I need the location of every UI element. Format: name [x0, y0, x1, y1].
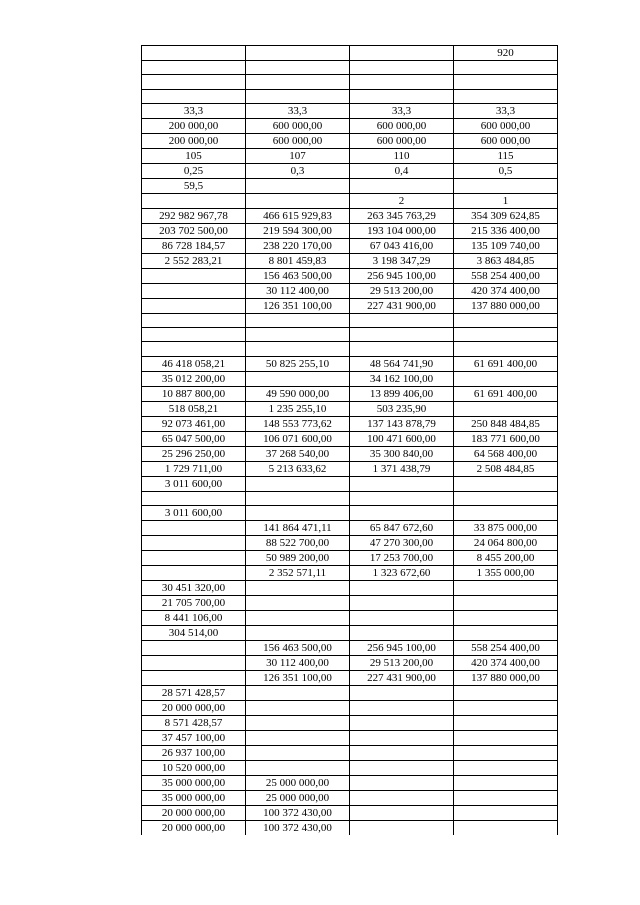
table-row: [142, 431, 558, 446]
table-row: [142, 446, 558, 461]
table-cell: [142, 89, 246, 103]
table-cell: 24 064 800,00: [454, 536, 558, 551]
table-cell: 65 847 672,60: [350, 521, 454, 536]
table-cell: [454, 716, 558, 731]
table-cell: 110: [350, 148, 454, 163]
table-cell: [454, 746, 558, 761]
table-row: [142, 103, 558, 118]
table-cell: [246, 476, 350, 491]
table-cell: [142, 342, 246, 356]
table-cell: [246, 313, 350, 327]
table-row: [142, 461, 558, 476]
table-row: [142, 313, 558, 327]
table-cell: 292 982 967,78: [142, 208, 246, 223]
table-cell: 50 825 255,10: [246, 356, 350, 371]
table-cell: [350, 313, 454, 327]
table-cell: 61 691 400,00: [454, 356, 558, 371]
table-cell: [142, 491, 246, 505]
table-cell: 215 336 400,00: [454, 223, 558, 238]
table-row: [142, 566, 558, 581]
table-cell: [350, 328, 454, 342]
table-cell: 0,4: [350, 163, 454, 178]
table-cell: [246, 328, 350, 342]
table-cell: [246, 596, 350, 611]
table-cell: 148 553 773,62: [246, 416, 350, 431]
table-row: [142, 731, 558, 746]
table-cell: 13 899 406,00: [350, 386, 454, 401]
table-cell: 137 143 878,79: [350, 416, 454, 431]
table-cell: [350, 611, 454, 626]
table-row: [142, 686, 558, 701]
table-row: [142, 386, 558, 401]
table-cell: [454, 178, 558, 193]
table-cell: 203 702 500,00: [142, 223, 246, 238]
table-cell: 3 198 347,29: [350, 253, 454, 268]
table-cell: 466 615 929,83: [246, 208, 350, 223]
table-row: [142, 821, 558, 836]
table-row: [142, 416, 558, 431]
table-cell: [142, 298, 246, 313]
table-cell: 106 071 600,00: [246, 431, 350, 446]
table-row: [142, 133, 558, 148]
table-body: [142, 46, 558, 836]
table-cell: [142, 536, 246, 551]
table-row: [142, 89, 558, 103]
table-cell: 135 109 740,00: [454, 238, 558, 253]
table-cell: 107: [246, 148, 350, 163]
table-cell: 35 000 000,00: [142, 776, 246, 791]
table-cell: 30 112 400,00: [246, 283, 350, 298]
table-cell: [350, 746, 454, 761]
table-cell: 156 463 500,00: [246, 268, 350, 283]
table-row: [142, 491, 558, 505]
table-cell: 193 104 000,00: [350, 223, 454, 238]
table-cell: 227 431 900,00: [350, 671, 454, 686]
table-cell: 420 374 400,00: [454, 283, 558, 298]
table-cell: 49 590 000,00: [246, 386, 350, 401]
table-cell: [350, 806, 454, 821]
table-cell: [142, 75, 246, 89]
table-cell: [142, 566, 246, 581]
table-cell: [246, 731, 350, 746]
table-cell: 20 000 000,00: [142, 701, 246, 716]
table-cell: [350, 506, 454, 521]
table-cell: 46 418 058,21: [142, 356, 246, 371]
table-cell: 86 728 184,57: [142, 238, 246, 253]
table-cell: [246, 581, 350, 596]
table-row: [142, 761, 558, 776]
table-cell: [350, 626, 454, 641]
table-cell: [350, 701, 454, 716]
table-cell: [350, 776, 454, 791]
table-cell: [350, 761, 454, 776]
table-cell: 34 162 100,00: [350, 371, 454, 386]
table-cell: 0,5: [454, 163, 558, 178]
table-cell: 17 253 700,00: [350, 551, 454, 566]
table-cell: [350, 178, 454, 193]
table-cell: [454, 611, 558, 626]
table-cell: 3 011 600,00: [142, 476, 246, 491]
table-cell: 33,3: [350, 103, 454, 118]
table-cell: 35 012 200,00: [142, 371, 246, 386]
table-cell: 47 270 300,00: [350, 536, 454, 551]
table-row: [142, 193, 558, 208]
table-cell: 1: [454, 193, 558, 208]
table-cell: [350, 75, 454, 89]
table-cell: 137 880 000,00: [454, 671, 558, 686]
table-row: [142, 163, 558, 178]
table-cell: [246, 193, 350, 208]
table-cell: [142, 328, 246, 342]
table-cell: [246, 506, 350, 521]
table-cell: 156 463 500,00: [246, 641, 350, 656]
table-row: [142, 342, 558, 356]
table-cell: [350, 821, 454, 836]
table-cell: [246, 46, 350, 61]
table-cell: [454, 686, 558, 701]
table-cell: [142, 656, 246, 671]
table-cell: 48 564 741,90: [350, 356, 454, 371]
table-cell: [142, 521, 246, 536]
table-cell: [454, 89, 558, 103]
table-cell: 65 047 500,00: [142, 431, 246, 446]
table-row: [142, 581, 558, 596]
table-cell: 183 771 600,00: [454, 431, 558, 446]
table-row: [142, 371, 558, 386]
table-cell: 126 351 100,00: [246, 671, 350, 686]
table-cell: [246, 626, 350, 641]
table-cell: [454, 821, 558, 836]
table-cell: [246, 342, 350, 356]
table-cell: [246, 178, 350, 193]
table-cell: [454, 581, 558, 596]
table-cell: 20 000 000,00: [142, 806, 246, 821]
table-cell: 30 112 400,00: [246, 656, 350, 671]
table-row: [142, 208, 558, 223]
table-cell: 1 355 000,00: [454, 566, 558, 581]
table-cell: [350, 716, 454, 731]
table-row: [142, 178, 558, 193]
table-cell: 126 351 100,00: [246, 298, 350, 313]
table-row: [142, 46, 558, 61]
table-cell: 354 309 624,85: [454, 208, 558, 223]
table-cell: 2 352 571,11: [246, 566, 350, 581]
table-cell: 37 457 100,00: [142, 731, 246, 746]
table-cell: [454, 313, 558, 327]
table-cell: 100 372 430,00: [246, 806, 350, 821]
table-cell: [454, 61, 558, 75]
table-cell: 503 235,90: [350, 401, 454, 416]
table-cell: 1 371 438,79: [350, 461, 454, 476]
table-cell: 304 514,00: [142, 626, 246, 641]
table-cell: 600 000,00: [350, 133, 454, 148]
table-cell: 420 374 400,00: [454, 656, 558, 671]
table-cell: [454, 626, 558, 641]
table-row: [142, 656, 558, 671]
table-row: [142, 641, 558, 656]
table-cell: [246, 75, 350, 89]
table-cell: 115: [454, 148, 558, 163]
table-cell: 2 508 484,85: [454, 461, 558, 476]
table-row: [142, 328, 558, 342]
table-cell: 33,3: [454, 103, 558, 118]
table-cell: 137 880 000,00: [454, 298, 558, 313]
table-cell: 35 000 000,00: [142, 791, 246, 806]
table-cell: [350, 581, 454, 596]
table-row: [142, 776, 558, 791]
table-cell: 25 000 000,00: [246, 776, 350, 791]
table-cell: 3 011 600,00: [142, 506, 246, 521]
table-cell: 0,25: [142, 163, 246, 178]
table-cell: 1 729 711,00: [142, 461, 246, 476]
table-cell: 2 552 283,21: [142, 253, 246, 268]
table-row: [142, 268, 558, 283]
table-cell: [142, 283, 246, 298]
table-cell: [246, 89, 350, 103]
table-cell: 600 000,00: [246, 118, 350, 133]
table-cell: [350, 491, 454, 505]
table-cell: 26 937 100,00: [142, 746, 246, 761]
table-cell: [142, 641, 246, 656]
table-cell: [246, 491, 350, 505]
table-cell: [246, 716, 350, 731]
table-cell: [454, 806, 558, 821]
table-row: [142, 238, 558, 253]
table-cell: [350, 61, 454, 75]
table-row: [142, 701, 558, 716]
table-cell: [454, 506, 558, 521]
table-cell: [142, 268, 246, 283]
table-cell: 105: [142, 148, 246, 163]
table-row: [142, 298, 558, 313]
table-row: [142, 806, 558, 821]
table-cell: 920: [454, 46, 558, 61]
table-cell: 20 000 000,00: [142, 821, 246, 836]
table-cell: 30 451 320,00: [142, 581, 246, 596]
table-cell: [246, 701, 350, 716]
table-cell: 88 522 700,00: [246, 536, 350, 551]
table-cell: [142, 46, 246, 61]
table-cell: 61 691 400,00: [454, 386, 558, 401]
table-cell: 59,5: [142, 178, 246, 193]
table-cell: 21 705 700,00: [142, 596, 246, 611]
table-cell: [454, 491, 558, 505]
table-row: [142, 118, 558, 133]
table-row: [142, 223, 558, 238]
table-cell: 100 372 430,00: [246, 821, 350, 836]
table-cell: [246, 371, 350, 386]
data-table: [141, 45, 558, 835]
table-row: [142, 521, 558, 536]
table-cell: 600 000,00: [454, 133, 558, 148]
table-cell: 8 455 200,00: [454, 551, 558, 566]
table-cell: 35 300 840,00: [350, 446, 454, 461]
table-cell: [454, 371, 558, 386]
table-cell: [246, 761, 350, 776]
table-cell: 29 513 200,00: [350, 656, 454, 671]
table-row: [142, 61, 558, 75]
table-cell: 25 296 250,00: [142, 446, 246, 461]
table-cell: 3 863 484,85: [454, 253, 558, 268]
table-cell: [246, 611, 350, 626]
table-cell: 28 571 428,57: [142, 686, 246, 701]
table-cell: [454, 476, 558, 491]
table-cell: 33 875 000,00: [454, 521, 558, 536]
table-row: [142, 611, 558, 626]
table-cell: 2: [350, 193, 454, 208]
table-cell: [350, 342, 454, 356]
table-cell: 5 213 633,62: [246, 461, 350, 476]
table-cell: 200 000,00: [142, 133, 246, 148]
table-row: [142, 671, 558, 686]
table-cell: 92 073 461,00: [142, 416, 246, 431]
table-cell: [350, 46, 454, 61]
table-cell: 8 571 428,57: [142, 716, 246, 731]
table-cell: 10 887 800,00: [142, 386, 246, 401]
table-cell: 33,3: [142, 103, 246, 118]
table-cell: [454, 75, 558, 89]
table-cell: 8 441 106,00: [142, 611, 246, 626]
table-row: [142, 75, 558, 89]
table-row: [142, 356, 558, 371]
table-cell: 518 058,21: [142, 401, 246, 416]
table-cell: [454, 596, 558, 611]
table-cell: [350, 596, 454, 611]
table-cell: 238 220 170,00: [246, 238, 350, 253]
table-cell: [454, 791, 558, 806]
table-row: [142, 596, 558, 611]
table-row: [142, 716, 558, 731]
table-cell: 67 043 416,00: [350, 238, 454, 253]
table-cell: [350, 686, 454, 701]
table-cell: 263 345 763,29: [350, 208, 454, 223]
table-cell: 50 989 200,00: [246, 551, 350, 566]
table-cell: [142, 551, 246, 566]
table-cell: [454, 701, 558, 716]
table-cell: 10 520 000,00: [142, 761, 246, 776]
table-row: [142, 476, 558, 491]
table-cell: 1 235 255,10: [246, 401, 350, 416]
table-cell: 33,3: [246, 103, 350, 118]
table-cell: [454, 776, 558, 791]
table-cell: [142, 313, 246, 327]
table-row: [142, 148, 558, 163]
table-cell: [350, 89, 454, 103]
table-cell: 600 000,00: [246, 133, 350, 148]
table-cell: 1 323 672,60: [350, 566, 454, 581]
table-cell: 600 000,00: [454, 118, 558, 133]
table-cell: 0,3: [246, 163, 350, 178]
table-row: [142, 283, 558, 298]
table-row: [142, 401, 558, 416]
table-cell: 219 594 300,00: [246, 223, 350, 238]
table-cell: 37 268 540,00: [246, 446, 350, 461]
table-cell: [454, 328, 558, 342]
table-cell: 200 000,00: [142, 118, 246, 133]
table-cell: 25 000 000,00: [246, 791, 350, 806]
table-row: [142, 551, 558, 566]
table-row: [142, 506, 558, 521]
table-cell: [142, 61, 246, 75]
table-row: [142, 253, 558, 268]
table-cell: 8 801 459,83: [246, 253, 350, 268]
table-row: [142, 536, 558, 551]
table-row: [142, 791, 558, 806]
table-row: [142, 746, 558, 761]
table-cell: 558 254 400,00: [454, 268, 558, 283]
table-cell: [246, 686, 350, 701]
table-cell: [454, 731, 558, 746]
table-cell: [350, 731, 454, 746]
table-cell: 558 254 400,00: [454, 641, 558, 656]
table-cell: [246, 746, 350, 761]
table-cell: 227 431 900,00: [350, 298, 454, 313]
table-cell: [142, 671, 246, 686]
table-cell: [454, 401, 558, 416]
table-cell: [454, 342, 558, 356]
table-cell: [350, 476, 454, 491]
table-row: [142, 626, 558, 641]
table-cell: [246, 61, 350, 75]
table-cell: 256 945 100,00: [350, 268, 454, 283]
table-cell: 64 568 400,00: [454, 446, 558, 461]
table-cell: [350, 791, 454, 806]
table-cell: [142, 193, 246, 208]
table-cell: [454, 761, 558, 776]
table-cell: 600 000,00: [350, 118, 454, 133]
table-cell: 100 471 600,00: [350, 431, 454, 446]
table-cell: 256 945 100,00: [350, 641, 454, 656]
table-cell: 29 513 200,00: [350, 283, 454, 298]
table-cell: 141 864 471,11: [246, 521, 350, 536]
table-cell: 250 848 484,85: [454, 416, 558, 431]
